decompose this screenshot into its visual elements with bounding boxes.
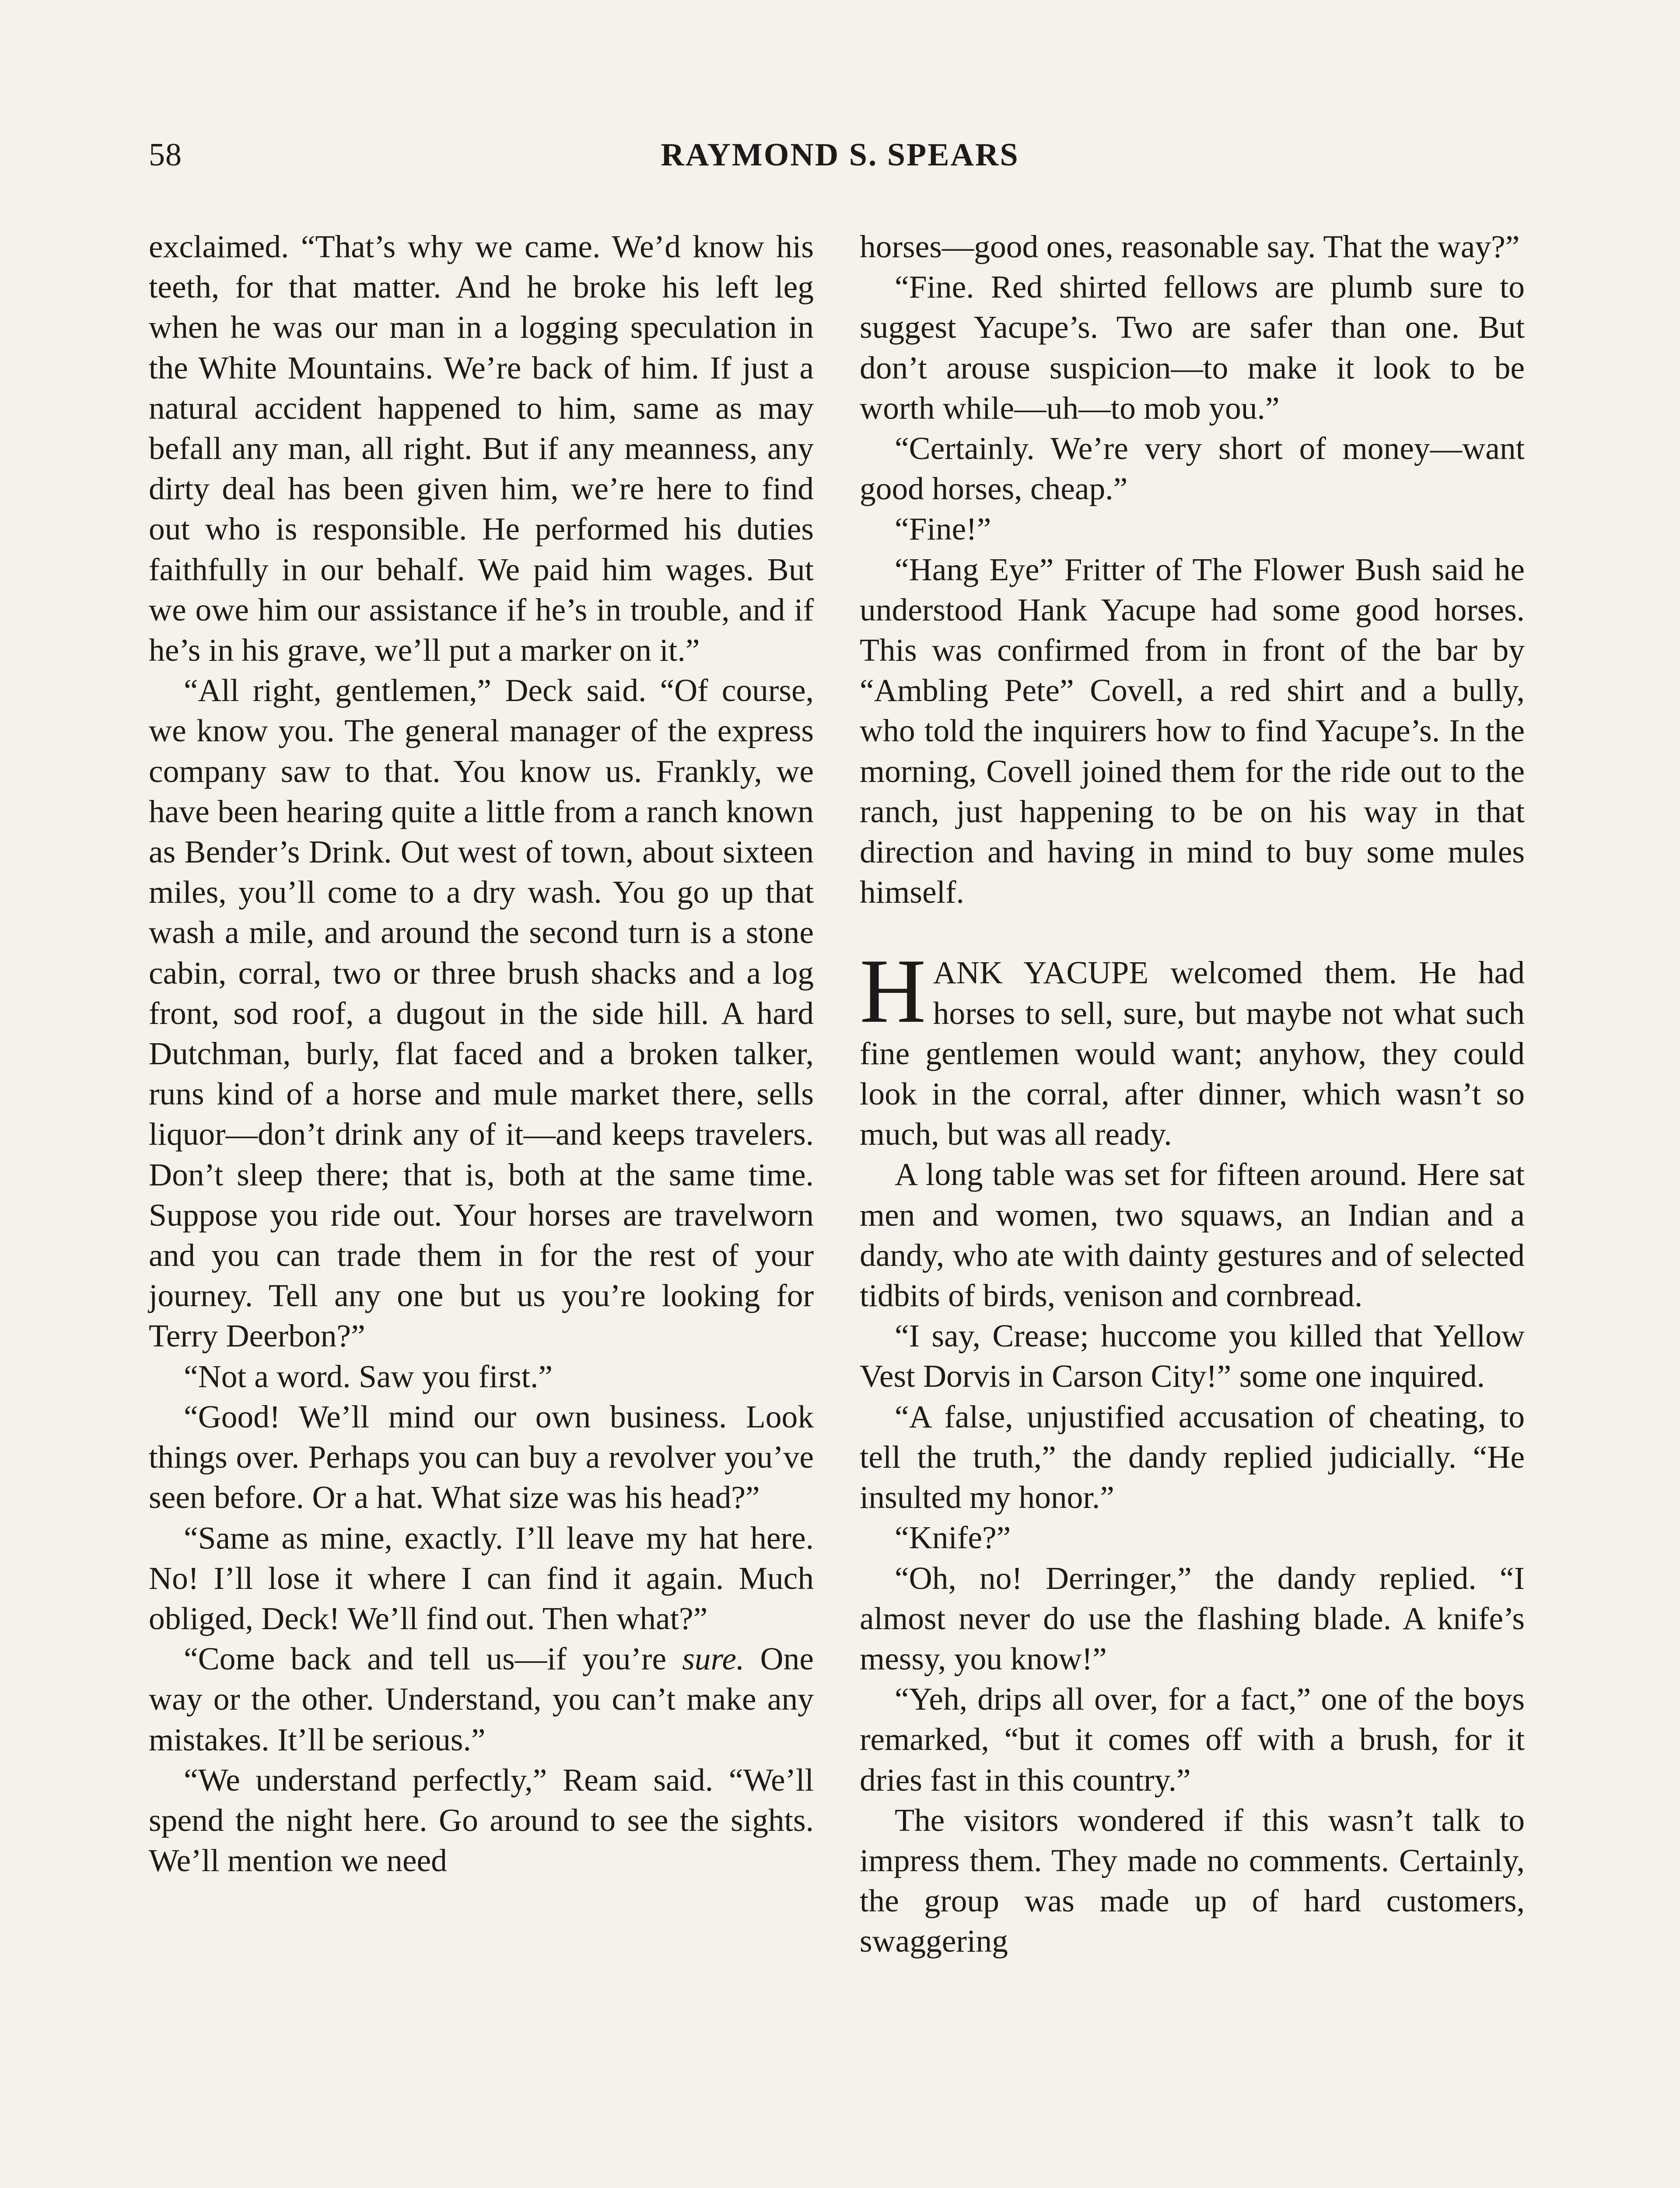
paragraph: A long table was set for fifteen around. Here sat men and women, two squaws, an Indian and a dandy, who ate with dainty gestures and of selected tidbits of birds, venison and cornbread. (860, 1157, 1525, 1314)
paragraph: “Same as mine, exactly. I’ll leave my hat here. No! I’ll lose it where I can find it again. Much obliged, Deck! We’ll find out. Then what?” (149, 1520, 814, 1636)
paragraph: “Certainly. We’re very short of money—want good horses, cheap.” (860, 431, 1525, 507)
paragraph: “Good! We’ll mind our own business. Look things over. Perhaps you can buy a revolver you’ve seen before. Or a hat. What size was his head?” (149, 1399, 814, 1515)
paragraph (149, 1639, 814, 1760)
right-column (860, 227, 1525, 1962)
section-lead-text: ANK YACUPE (933, 955, 1149, 991)
paragraph: “Hang Eye” Fritter of The Flower Bush said he understood Hank Yacupe had some good horses. This was confirmed from in front of the bar by “Ambling Pete” Covell, a red shirt and a bully, who told the inquirers how to find Yacupe’s. In the morning, Covell joined them for the ride out to the ranch, just happening to be on his way in that direction and having in mind to buy some mules himself. (860, 551, 1525, 910)
page-number: 58 (149, 137, 182, 173)
paragraph: “Knife?” (895, 1520, 1011, 1556)
drop-cap: H (860, 940, 926, 1042)
paragraph-text: welcomed them. He had horses to sell, sure, but maybe not what such fine gentlemen would want; anyhow, they could look in the corral, after dinner, which wasn’t so much, but was all ready. (860, 955, 1525, 1152)
left-column (149, 227, 814, 1881)
paragraph-text: “Come back and tell us—if you’re (184, 1641, 682, 1677)
paragraph: horses—good ones, reasonable say. That the way?” (860, 229, 1520, 264)
paragraph: exclaimed. “That’s why we came. We’d know his teeth, for that matter. And he broke his left leg when he was our man in a logging speculation in the White Mountains. We’re back of him. If just a natural accident happened to him, same as may befall any man, all right. But if any meanness, any dirty deal has been given him, we’re here to find out who is responsible. He performed his duties faithfully in our behalf. We paid him wages. But we owe him our assistance if he’s in trouble, and if he’s in his grave, we’ll put a marker on it.” (149, 229, 814, 668)
paragraph: “Oh, no! Derringer,” the dandy replied. “I almost never do use the flashing blade. A knife’s messy, you know!” (860, 1560, 1525, 1676)
page-header (149, 137, 1531, 185)
running-head: RAYMOND S. SPEARS (661, 137, 1019, 173)
paragraph: “Fine!” (895, 511, 991, 547)
paragraph-text: One way or the other. Understand, you can’t make any mistakes. It’ll be serious.” (149, 1641, 814, 1757)
paragraph: The visitors wondered if this wasn’t talk to impress them. They made no comments. Certainly, the group was made up of hard customers, swaggering (860, 1802, 1525, 1959)
paragraph: “All right, gentlemen,” Deck said. “Of course, we know you. The general manager of the express company saw to that. You know us. Frankly, we have been hearing quite a little from a ranch known as Bender’s Drink. Out west of town, about sixteen miles, you’ll come to a dry wash. You go up that wash a mile, and around the second turn is a stone cabin, corral, two or three brush shacks and a log front, sod roof, a dugout in the side hill. A hard Dutchman, burly, flat faced and a broken talker, runs kind of a horse and mule market there, sells liquor—don’t drink any of it—and keeps travelers. Don’t sleep there; that is, both at the same time. Suppose you ride out. Your horses are travelworn and you can trade them in for the rest of your journey. Tell any one but us you’re looking for Terry Deerbon?” (149, 673, 814, 1354)
paragraph: “A false, unjustified accusation of cheating, to tell the truth,” the dandy replied judicially. “He insulted my honor.” (860, 1399, 1525, 1515)
section-opening-paragraph (860, 940, 1525, 1154)
paragraph: “Fine. Red shirted fellows are plumb sure to suggest Yacupe’s. Two are safer than one. But don’t arouse suspicion—to make it look to be worth while—uh—to mob you.” (860, 269, 1525, 426)
emphasis-text: sure. (682, 1641, 745, 1677)
paragraph: “Not a word. Saw you first.” (184, 1358, 553, 1394)
paragraph: “We understand perfectly,” Ream said. “We’ll spend the night here. Go around to see the sights. We’ll mention we need (149, 1762, 814, 1879)
paragraph: “Yeh, drips all over, for a fact,” one of the boys remarked, “but it comes off with a brush, for it dries fast in this country.” (860, 1681, 1525, 1798)
paragraph: “I say, Crease; huccome you killed that Yellow Vest Dorvis in Carson City!” some one inquired. (860, 1318, 1525, 1394)
